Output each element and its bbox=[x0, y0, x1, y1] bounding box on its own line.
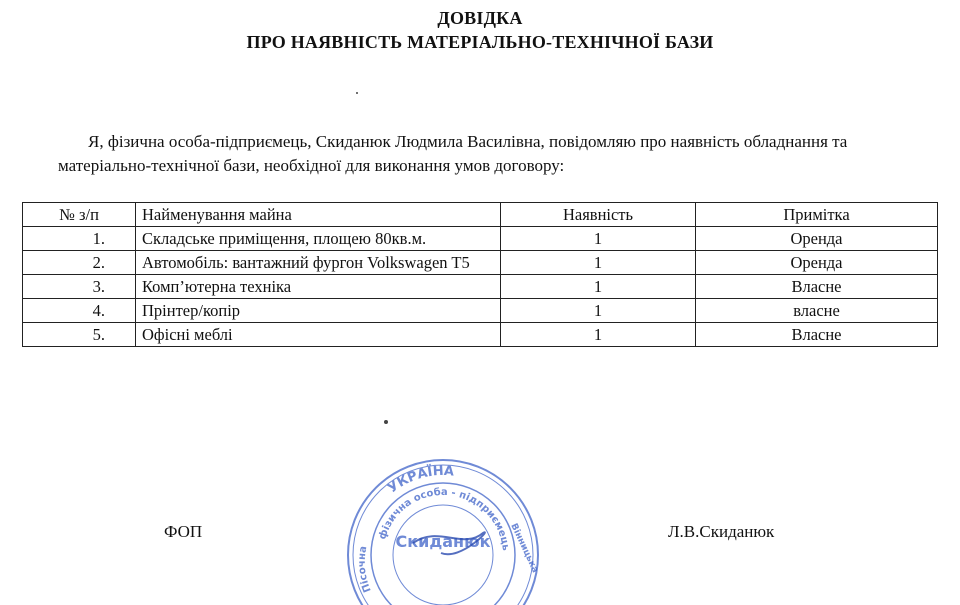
row-number: 1. bbox=[23, 227, 136, 251]
header-name: Найменування майна bbox=[136, 203, 501, 227]
stamp-center-text: Скиданюк bbox=[395, 532, 491, 551]
table-row bbox=[23, 251, 938, 275]
table-header-row bbox=[23, 203, 938, 227]
header-number: № з/п bbox=[23, 203, 136, 227]
table-row bbox=[23, 227, 938, 251]
table-row bbox=[23, 323, 938, 347]
header-note: Примітка bbox=[696, 203, 938, 227]
table-row bbox=[23, 275, 938, 299]
row-name: Прінтер/копір bbox=[136, 299, 501, 323]
table-row bbox=[23, 299, 938, 323]
row-note: Власне bbox=[696, 275, 938, 299]
row-availability: 1 bbox=[501, 323, 696, 347]
row-note: Оренда bbox=[696, 227, 938, 251]
official-stamp bbox=[343, 455, 543, 605]
signature-left: ФОП bbox=[164, 522, 203, 541]
row-availability: 1 bbox=[501, 227, 696, 251]
row-note: Оренда bbox=[696, 251, 938, 275]
assets-table bbox=[22, 202, 938, 347]
row-availability: 1 bbox=[501, 251, 696, 275]
row-name: Складське приміщення, площею 80кв.м. bbox=[136, 227, 501, 251]
row-number: 3. bbox=[23, 275, 136, 299]
row-availability: 1 bbox=[501, 275, 696, 299]
intro-paragraph: Я, фізична особа-підприємець, Скиданюк Людмила Василівна, повідомляю про наявність обладнання та матеріально-технічної бази, необхідної для виконання умов договору: bbox=[58, 132, 848, 175]
scan-speck bbox=[356, 92, 358, 94]
row-name: Офісні меблі bbox=[136, 323, 501, 347]
row-note: власне bbox=[696, 299, 938, 323]
row-number: 2. bbox=[23, 251, 136, 275]
header-availability: Наявність bbox=[501, 203, 696, 227]
row-name: Комп’ютерна техніка bbox=[136, 275, 501, 299]
row-name: Автомобіль: вантажний фургон Volkswagen T5 bbox=[136, 251, 501, 275]
row-number: 5. bbox=[23, 323, 136, 347]
stamp-left-text: Пісочна bbox=[356, 545, 374, 594]
row-note: Власне bbox=[696, 323, 938, 347]
stamp-outer-text: УКРАЇНА bbox=[385, 463, 455, 497]
document-title: ДОВІДКА bbox=[437, 8, 523, 28]
stamp-inner-text: фізична особа - підприємець bbox=[377, 486, 511, 552]
stamp-sub-text: Вінницька bbox=[508, 522, 540, 575]
scan-speck bbox=[384, 420, 388, 424]
document-subtitle: ПРО НАЯВНІСТЬ МАТЕРІАЛЬНО-ТЕХНІЧНОЇ БАЗИ bbox=[246, 32, 714, 52]
row-number: 4. bbox=[23, 299, 136, 323]
signature-right: Л.В.Скиданюк bbox=[668, 522, 775, 541]
row-availability: 1 bbox=[501, 299, 696, 323]
